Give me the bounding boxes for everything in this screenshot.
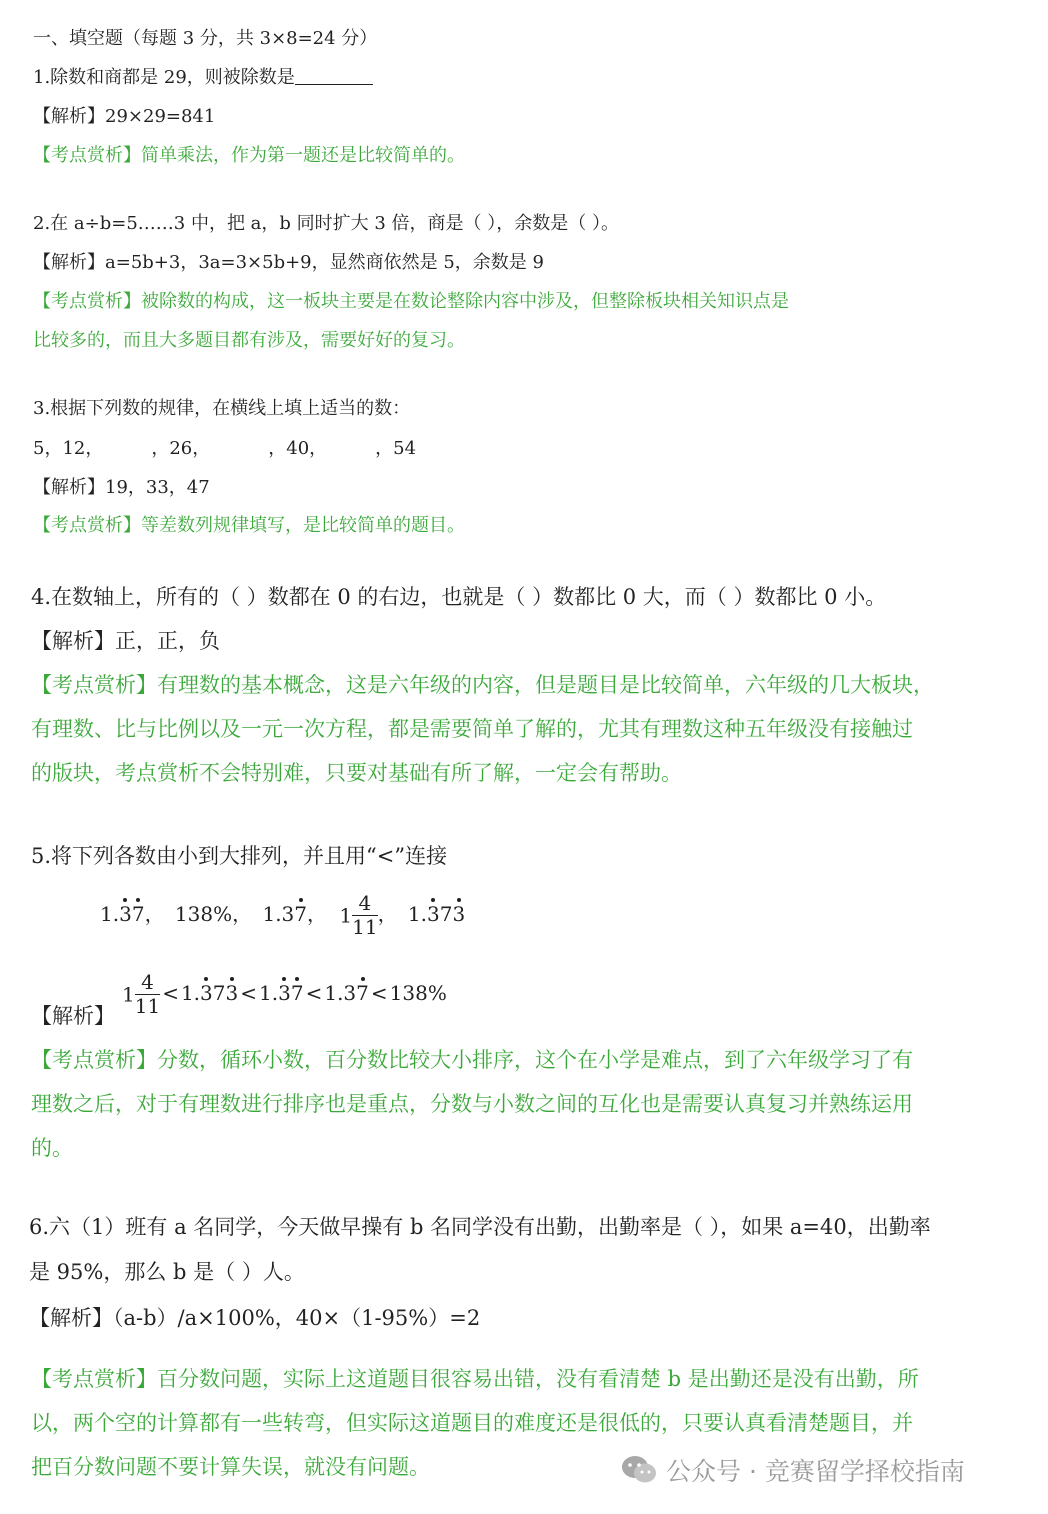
- q1-analysis: 【解析】29×29=841: [33, 106, 216, 127]
- q2-comment-line2: 比较多的，而且大多题目都有涉及，需要好好的复习。: [33, 330, 465, 351]
- q4-comment-line2: 有理数、比与比例以及一元一次方程，都是需要简单了解的，尤其有理数这种五年级没有接触过: [31, 717, 913, 741]
- q5-answer-order: 1 $\frac{4}{11}$ < 1.373 < 1.37 < 1.37 < 138%: [122, 970, 447, 1018]
- repeating-decimal: 1.37: [100, 902, 145, 926]
- q6-comment-line1: 【考点赏析】百分数问题，实际上这道题目很容易出错，没有看清楚 b 是出勤还是没有出勤，所: [31, 1367, 919, 1391]
- answer-blank: [295, 83, 373, 85]
- q5-comment-line1: 【考点赏析】分数，循环小数，百分数比较大小排序，这个在小学是难点，到了六年级学习了有: [31, 1048, 913, 1072]
- q6-question-line1: 6.六（1）班有 a 名同学，今天做早操有 b 名同学没有出勤，出勤率是（ ），如果 a=40，出勤率: [29, 1215, 931, 1239]
- q3-analysis: 【解析】19，33，47: [33, 477, 210, 498]
- q4-comment-line3: 的版块，考点赏析不会特别难，只要对基础有所了解，一定会有帮助。: [31, 761, 682, 785]
- q4-analysis: 【解析】正，正，负: [31, 629, 220, 653]
- q6-comment-line2: 以，两个空的计算都有一些转弯，但实际这道题目的难度还是很低的，只要认真看清楚题目，并: [31, 1411, 913, 1435]
- q2-analysis: 【解析】a=5b+3，3a=3×5b+9，显然商依然是 5，余数是 9: [33, 252, 544, 273]
- repeating-decimal: 1.37: [262, 902, 308, 926]
- q6-comment-line3: 把百分数问题不要计算失误，就没有问题。: [31, 1455, 430, 1479]
- q2-question: 2.在 a÷b=5……3 中，把 a，b 同时扩大 3 倍，商是（ ），余数是（ ）。: [33, 213, 619, 234]
- q5-analysis-label: 【解析】: [31, 1004, 115, 1028]
- percent-value: 138%: [174, 902, 233, 926]
- mixed-fraction: 1 $\frac{4}{11}$: [339, 891, 378, 939]
- q6-analysis: 【解析】（a-b）/a×100%，40×（1-95%）=2: [29, 1306, 481, 1330]
- q1-question: 1.除数和商都是 29，则被除数是: [33, 69, 373, 87]
- q4-question: 4.在数轴上，所有的（ ）数都在 0 的右边，也就是（ ）数都比 0 大，而（ ）数都比 0 小。: [31, 585, 887, 609]
- q4-comment-line1: 【考点赏析】有理数的基本概念，这是六年级的内容，但是题目是比较简单，六年级的几大板块，: [31, 673, 934, 697]
- q5-question: 5.将下列各数由小到大排列，并且用“<”连接: [31, 844, 448, 868]
- watermark: [620, 1452, 965, 1488]
- q5-number-list: 1.37， 138%， 1.37， 1 $\frac{4}{11}$ ， 1.373: [100, 891, 466, 939]
- wechat-icon: [620, 1454, 658, 1486]
- q3-question: 3.根据下列数的规律，在横线上填上适当的数：: [33, 398, 411, 419]
- q3-sequence: 5，12， ，26， ，40， ，54: [33, 438, 417, 459]
- q5-comment-line2: 理数之后，对于有理数进行排序也是重点，分数与小数之间的互化也是需要认真复习并熟练运用: [31, 1092, 913, 1116]
- section-title: 一、填空题（每题 3 分，共 3×8=24 分）: [33, 28, 378, 49]
- q3-comment: 【考点赏析】等差数列规律填写，是比较简单的题目。: [33, 515, 465, 536]
- repeating-decimal: 1.373: [407, 902, 466, 926]
- watermark-text: 公众号 · 竞赛留学择校指南: [666, 1457, 965, 1486]
- q6-question-line2: 是 95%，那么 b 是（ ）人。: [29, 1260, 305, 1284]
- q5-comment-line3: 的。: [31, 1136, 73, 1160]
- q2-comment-line1: 【考点赏析】被除数的构成，这一板块主要是在数论整除内容中涉及，但整除板块相关知识点是: [33, 291, 789, 312]
- q1-comment: 【考点赏析】简单乘法，作为第一题还是比较简单的。: [33, 145, 465, 166]
